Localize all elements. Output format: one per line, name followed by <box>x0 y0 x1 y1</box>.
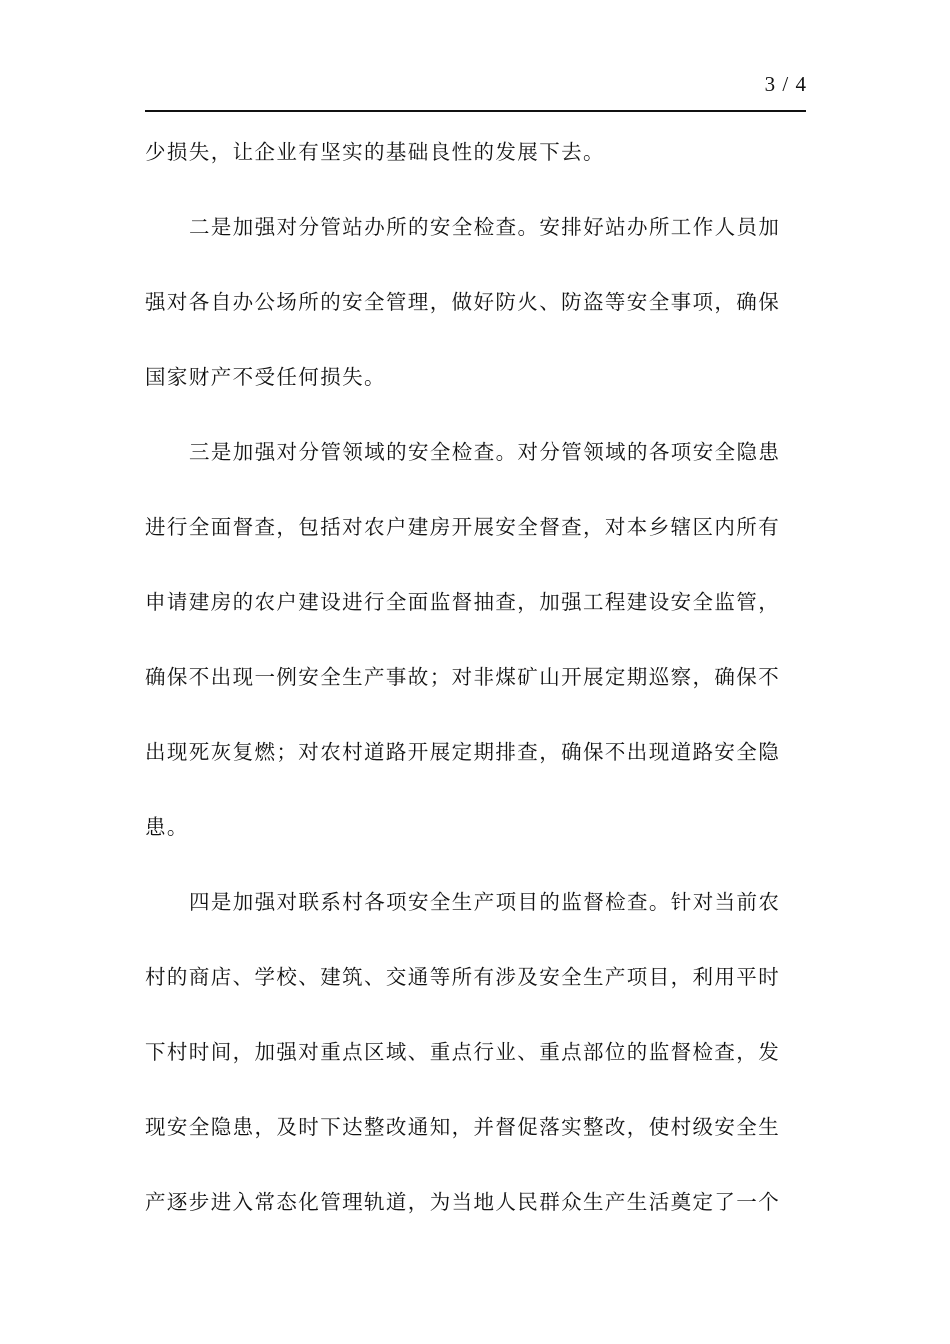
paragraph-line: 现安全隐患，及时下达整改通知，并督促落实整改，使村级安全生 <box>145 1115 781 1139</box>
paragraph-line: 下村时间，加强对重点区域、重点行业、重点部位的监督检查，发 <box>145 1040 781 1064</box>
paragraph-line: 确保不出现一例安全生产事故；对非煤矿山开展定期巡察，确保不 <box>145 665 781 689</box>
paragraph-line: 患。 <box>145 815 189 839</box>
paragraph-line: 国家财产不受任何损失。 <box>145 365 386 389</box>
header-divider <box>145 110 806 112</box>
paragraph-line: 出现死灰复燃；对农村道路开展定期排查，确保不出现道路安全隐 <box>145 740 781 764</box>
paragraph-line: 申请建房的农户建设进行全面监督抽查，加强工程建设安全监管， <box>145 590 781 614</box>
paragraph-line: 产逐步进入常态化管理轨道，为当地人民群众生产生活奠定了一个 <box>145 1190 781 1214</box>
document-body <box>145 129 806 1254</box>
paragraph-line: 三是加强对分管领域的安全检查。对分管领域的各项安全隐患 <box>189 440 781 464</box>
paragraph-line: 四是加强对联系村各项安全生产项目的监督检查。针对当前农 <box>189 890 781 914</box>
paragraph-line: 村的商店、学校、建筑、交通等所有涉及安全生产项目，利用平时 <box>145 965 781 989</box>
paragraph-line: 二是加强对分管站办所的安全检查。安排好站办所工作人员加 <box>189 215 781 239</box>
paragraph-line: 强对各自办公场所的安全管理，做好防火、防盗等安全事项，确保 <box>145 290 781 314</box>
paragraph-line: 少损失，让企业有坚实的基础良性的发展下去。 <box>145 140 605 164</box>
paragraph-line: 进行全面督查，包括对农户建房开展安全督查，对本乡辖区内所有 <box>145 515 781 539</box>
page-number: 3 / 4 <box>764 72 807 96</box>
